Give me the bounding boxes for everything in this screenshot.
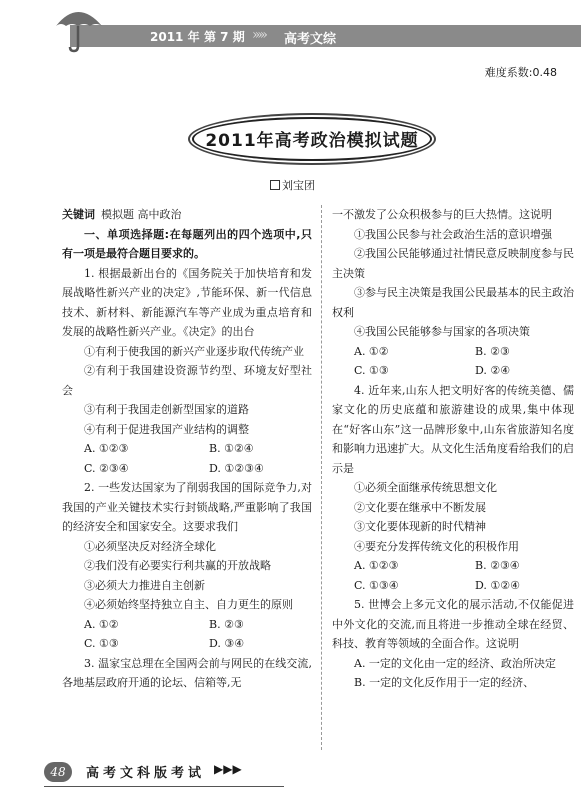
- q5-option-b: B. 一定的文化反作用于一定的经济、: [354, 676, 535, 689]
- q2-option-d: D. ③④: [209, 637, 245, 650]
- q4-statement: ③文化要体现新的时代精神: [354, 520, 486, 533]
- chevrons-icon: ›››››: [252, 27, 265, 43]
- q4-statement: ①必须全面继承传统思想文化: [354, 481, 497, 494]
- q1-option-a: A. ①②③: [84, 442, 129, 455]
- q4-option-c: C. ①③④: [354, 578, 399, 592]
- q4-statement: ④要充分发挥传统文化的积极作用: [354, 539, 519, 553]
- author-name: 刘宝团: [282, 179, 315, 192]
- q5-stem: 5. 世博会上多元文化的展示活动,不仅能促进中外文化的交流,而且将进一步推动全球在经贸、科技、教育等领域的全面合作。这说明: [332, 598, 574, 650]
- keywords-line: [62, 205, 312, 225]
- q2-statement: ③必须大力推进自主创新: [84, 578, 205, 592]
- header-issue: 第 7 期: [204, 30, 245, 44]
- q1-option-b: B. ①②④: [209, 442, 254, 455]
- q3-option-b: B. ②③: [475, 344, 510, 358]
- q1-option-c: C. ②③④: [84, 461, 129, 475]
- author-line: [270, 177, 315, 193]
- box-icon: [270, 180, 280, 190]
- header-magazine: 高考文综: [284, 32, 337, 47]
- q3-stem: 3. 温家宝总理在全国两会前与网民的在线交流,各地基层政府开通的论坛、信箱等,无: [62, 656, 312, 689]
- page-header: [0, 0, 581, 60]
- q1-statement: ①有利于使我国的新兴产业逐步取代传统产业: [84, 344, 304, 358]
- q4-option-d: D. ①②④: [475, 578, 521, 592]
- page-number: 48: [44, 762, 72, 782]
- left-column: [62, 205, 312, 693]
- q5-option-a: A. 一定的文化由一定的经济、政治所决定: [354, 656, 556, 670]
- q1-options-row: [62, 439, 312, 459]
- q2-option-a: A. ①②: [84, 617, 119, 631]
- q3-continuation: 一不激发了公众积极参与的巨大热情。这说明: [332, 208, 552, 221]
- umbrella-icon: [48, 4, 108, 54]
- q2-option-b: B. ②③: [209, 617, 244, 631]
- q2-statement: ②我们没有必要实行利共赢的开放战略: [84, 559, 271, 572]
- q2-options-row: [62, 615, 312, 635]
- footer-label: 高考文科版考试: [86, 766, 206, 781]
- q1-stem: 1. 根据最新出台的《国务院关于加快培育和发展战略性新兴产业的决定》,节能环保、新一代信息技术、新材料、新能源汽车等产业成为重点培育和发展的战略性新兴产业。《决定》的出台: [62, 266, 312, 338]
- keywords-text: 模拟题 高中政治: [101, 208, 182, 221]
- q1-options-row: [62, 459, 312, 479]
- q4-stem: 4. 近年来,山东人把文明好客的传统美德、儒家文化的历史底蕴和旅游建设的成果,集中体现在“好客山东”这一品牌形象中,山东省旅游知名度和影响力迅速扩大。从文化生活角度看给我们的启示是: [332, 383, 574, 475]
- q3-option-d: D. ②④: [475, 364, 511, 377]
- q4-option-b: B. ②③④: [475, 559, 520, 572]
- q1-statement: ③有利于我国走创新型国家的道路: [84, 403, 249, 416]
- q2-stem: 2. 一些发达国家为了削弱我国的国际竞争力,对我国的产业关键技术实行封锁战略,严重影响了我国的经济安全和国家安全。这要求我们: [62, 481, 312, 533]
- q4-options-row: [332, 576, 574, 596]
- column-divider: [321, 205, 322, 750]
- header-year: 2011 年: [150, 30, 200, 44]
- q3-option-c: C. ①③: [354, 364, 389, 377]
- q1-statement: ②有利于我国建设资源节约型、环境友好型社会: [62, 364, 312, 397]
- page-footer: [0, 758, 581, 800]
- q4-statement: ②文化要在继承中不断发展: [354, 500, 486, 514]
- page-title: 2011年高考政治模拟试题: [205, 131, 419, 151]
- difficulty-coefficient: 难度系数:0.48: [484, 66, 557, 79]
- q3-options-row: [332, 342, 574, 362]
- keywords-label: 关键词: [62, 208, 95, 221]
- title-badge: [192, 117, 432, 161]
- q4-options-row: [332, 556, 574, 576]
- q4-option-a: A. ①②③: [354, 559, 399, 572]
- arrows-icon: ▶▶▶: [214, 762, 242, 776]
- q2-statement: ④必须始终坚持独立自主、自力更生的原则: [84, 598, 293, 611]
- q3-option-a: A. ①②: [354, 344, 389, 358]
- q3-options-row: [332, 361, 574, 381]
- q1-statement: ④有利于促进我国产业结构的调整: [84, 422, 249, 436]
- header-band: [70, 25, 581, 47]
- q3-statement: ②我国公民能够通过社情民意反映制度参与民主决策: [332, 247, 574, 280]
- q2-statement: ①必须坚决反对经济全球化: [84, 539, 216, 553]
- q1-option-d: D. ①②③④: [209, 461, 264, 475]
- q3-statement: ③参与民主决策是我国公民最基本的民主政治权利: [332, 286, 574, 319]
- q2-option-c: C. ①③: [84, 637, 119, 650]
- q3-statement: ①我国公民参与社会政治生活的意识增强: [354, 227, 552, 241]
- right-column: [332, 205, 574, 693]
- footer-rule: [44, 786, 284, 787]
- section-heading: 一、单项选择题:在每题列出的四个选项中,只有一项是最符合题目要求的。: [62, 227, 312, 260]
- q2-options-row: [62, 634, 312, 654]
- q3-statement: ④我国公民能够参与国家的各项决策: [354, 325, 530, 338]
